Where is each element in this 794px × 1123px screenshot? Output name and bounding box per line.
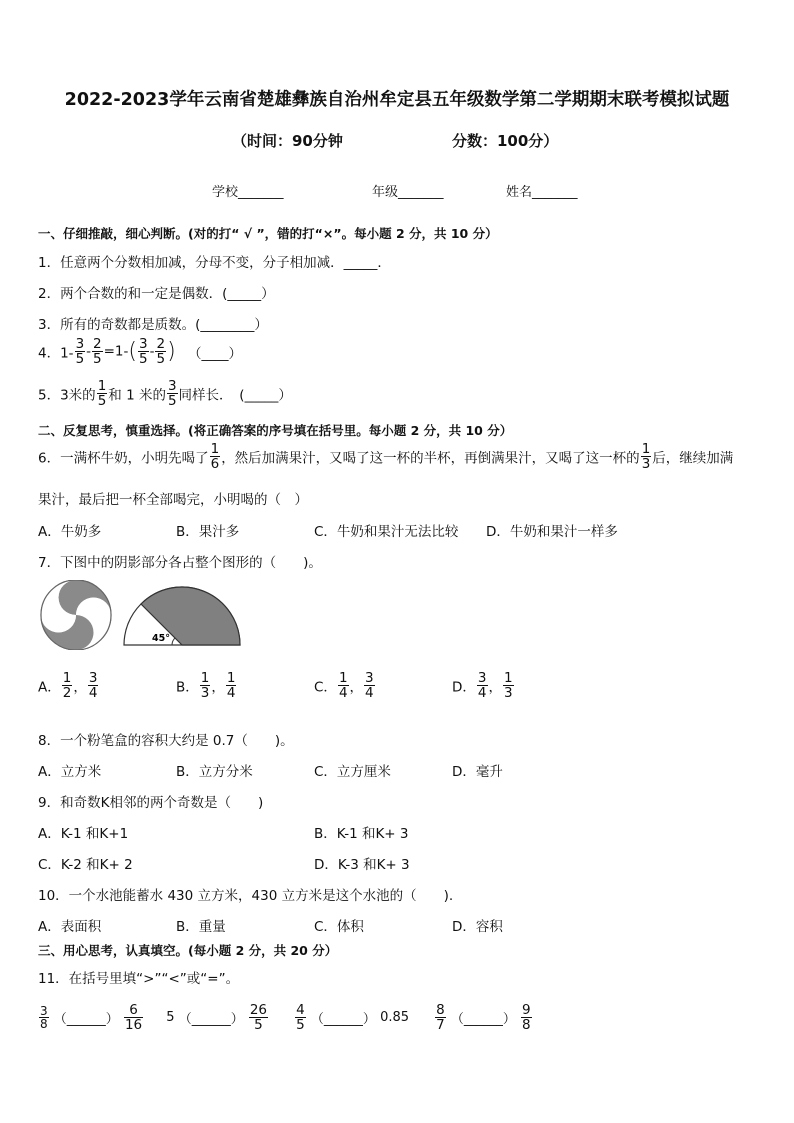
q8-option-d[interactable]: D．毫升	[452, 764, 503, 780]
q7-option-d[interactable]: D． $\frac{3}{4}$ ， $\frac{1}{3}$	[452, 670, 513, 702]
question-7: 7．下图中的阴影部分各占整个图形的（ )。	[38, 555, 322, 571]
q4-fraction-2: $\frac{2}{5}$	[93, 336, 102, 368]
angle-label: 45°	[152, 633, 170, 644]
q11-value-5: 5	[166, 1010, 175, 1026]
q9-option-a[interactable]: A．K-1 和K+1	[38, 826, 129, 842]
school-field: 学校_______	[212, 185, 284, 200]
question-8: 8．一个粉笔盒的容积大约是 0.7（ )。	[38, 733, 294, 749]
q11-blank-3[interactable]: （______）	[310, 1012, 376, 1028]
q11-blank-2[interactable]: （______）	[178, 1012, 244, 1028]
q4-prefix: 4．1-	[38, 345, 74, 362]
q10-option-c[interactable]: C．体积	[314, 919, 364, 935]
q7-option-a[interactable]: A． $\frac{1}{2}$ ， $\frac{3}{4}$	[38, 670, 98, 702]
q4-fraction-4: $\frac{2}{5}$	[156, 336, 166, 368]
question-6-line2: 果汁，最后把一杯全部喝完，小明喝的（ ）	[38, 492, 308, 508]
q10-option-a[interactable]: A．表面积	[38, 919, 102, 935]
grade-field: 年级_______	[372, 185, 444, 200]
q8-option-a[interactable]: A．立方米	[38, 764, 102, 780]
q6-fraction-2: $\frac{1}{3}$	[641, 441, 651, 473]
q11-blank-1[interactable]: （______）	[53, 1012, 119, 1028]
question-6-line1: 6．一满杯牛奶，小明先喝了 $\frac{1}{6}$ ，然后加满果汁，又喝了这一杯的半杯，再倒满果汁，又喝了这一杯的 $\frac{1}{3}$ 后，继续加满	[38, 441, 734, 473]
q7-option-b[interactable]: B． $\frac{1}{3}$ ， $\frac{1}{4}$	[176, 670, 236, 702]
exam-score: 分数：100分）	[452, 132, 559, 150]
question-3: 3．所有的奇数都是质数。(________）	[38, 317, 268, 333]
section1-heading: 一、仔细推敲，细心判断。(对的打“ √ ”，错的打“×”。每小题 2 分，共 10 分）	[38, 226, 498, 241]
q11-comparisons	[38, 1003, 533, 1032]
q11-frac-e: $\frac{8}{7}$	[436, 1002, 445, 1034]
question-10: 10．一个水池能蓄水 430 立方米，430 立方米是这个水池的（ ).	[38, 888, 454, 904]
q10-option-b[interactable]: B．重量	[176, 919, 226, 935]
q8-option-b[interactable]: B．立方分米	[176, 764, 253, 780]
pinwheel-circle-figure	[41, 580, 111, 650]
q11-frac-d: $\frac{4}{5}$	[296, 1002, 305, 1034]
exam-time: （时间：90分钟	[232, 132, 343, 150]
q9-option-c[interactable]: C．K-2 和K+ 2	[38, 857, 133, 873]
question-5: 5．3米的 $\frac{1}{5}$ 和 1 米的 $\frac{3}{5}$ 同样长． (_____）	[38, 378, 292, 410]
q11-frac-f: $\frac{9}{8}$	[522, 1002, 531, 1034]
q6-option-d[interactable]: D．牛奶和果汁一样多	[486, 524, 618, 540]
q5-fraction-2: $\frac{3}{5}$	[167, 378, 177, 410]
semicircle-sector-figure	[124, 587, 240, 645]
q7-option-c[interactable]: C． $\frac{1}{4}$ ， $\frac{3}{4}$	[314, 670, 374, 702]
question-2: 2．两个合数的和一定是偶数．(_____）	[38, 286, 275, 302]
exam-title: 2022-2023学年云南省楚雄彝族自治州牟定县五年级数学第二学期期末联考模拟试题	[64, 90, 730, 110]
question-1: 1．任意两个分数相加减，分母不变，分子相加减．_____．	[38, 255, 391, 271]
q6-fraction-1: $\frac{1}{6}$	[210, 441, 220, 473]
q4-answer-blank[interactable]: （____）	[187, 345, 242, 362]
q6-option-a[interactable]: A．牛奶多	[38, 524, 102, 540]
q11-value-085: 0.85	[380, 1010, 410, 1026]
q7-figures	[38, 580, 248, 650]
question-9: 9．和奇数K相邻的两个奇数是（ )	[38, 795, 264, 811]
section3-heading: 三、用心思考，认真填空。(每小题 2 分，共 20 分）	[38, 943, 338, 958]
question-11: 11．在括号里填“>”“<”或“=”。	[38, 971, 240, 987]
q5-answer-blank[interactable]: 同样长． (_____）	[178, 387, 292, 404]
section2-heading: 二、反复思考，慎重选择。(将正确答案的序号填在括号里。每小题 2 分，共 10 分）	[38, 423, 513, 438]
q9-option-b[interactable]: B．K-1 和K+ 3	[314, 826, 409, 842]
q6-option-c[interactable]: C．牛奶和果汁无法比较	[314, 524, 459, 540]
question-4: 4．1- $\frac{3}{5}$ - $\frac{2}{5}$ =1-( $\frac{3}{5}$ - $\frac{2}{5}$ ) （____）	[38, 336, 242, 368]
q5-fraction-1: $\frac{1}{5}$	[97, 378, 107, 410]
q11-blank-4[interactable]: （______）	[450, 1012, 516, 1028]
q11-frac-a: $\frac{3}{8}$	[40, 1003, 48, 1032]
q4-fraction-3: $\frac{3}{5}$	[139, 336, 148, 368]
q6-option-b[interactable]: B．果汁多	[176, 524, 240, 540]
q10-option-d[interactable]: D．容积	[452, 919, 503, 935]
q11-frac-b: $\frac{6}{16}$	[124, 1002, 143, 1034]
q11-frac-c: $\frac{26}{5}$	[249, 1002, 268, 1034]
name-field: 姓名_______	[506, 185, 578, 200]
q9-option-d[interactable]: D．K-3 和K+ 3	[314, 857, 410, 873]
q8-option-c[interactable]: C．立方厘米	[314, 764, 391, 780]
q4-fraction-1: $\frac{3}{5}$	[75, 336, 85, 368]
